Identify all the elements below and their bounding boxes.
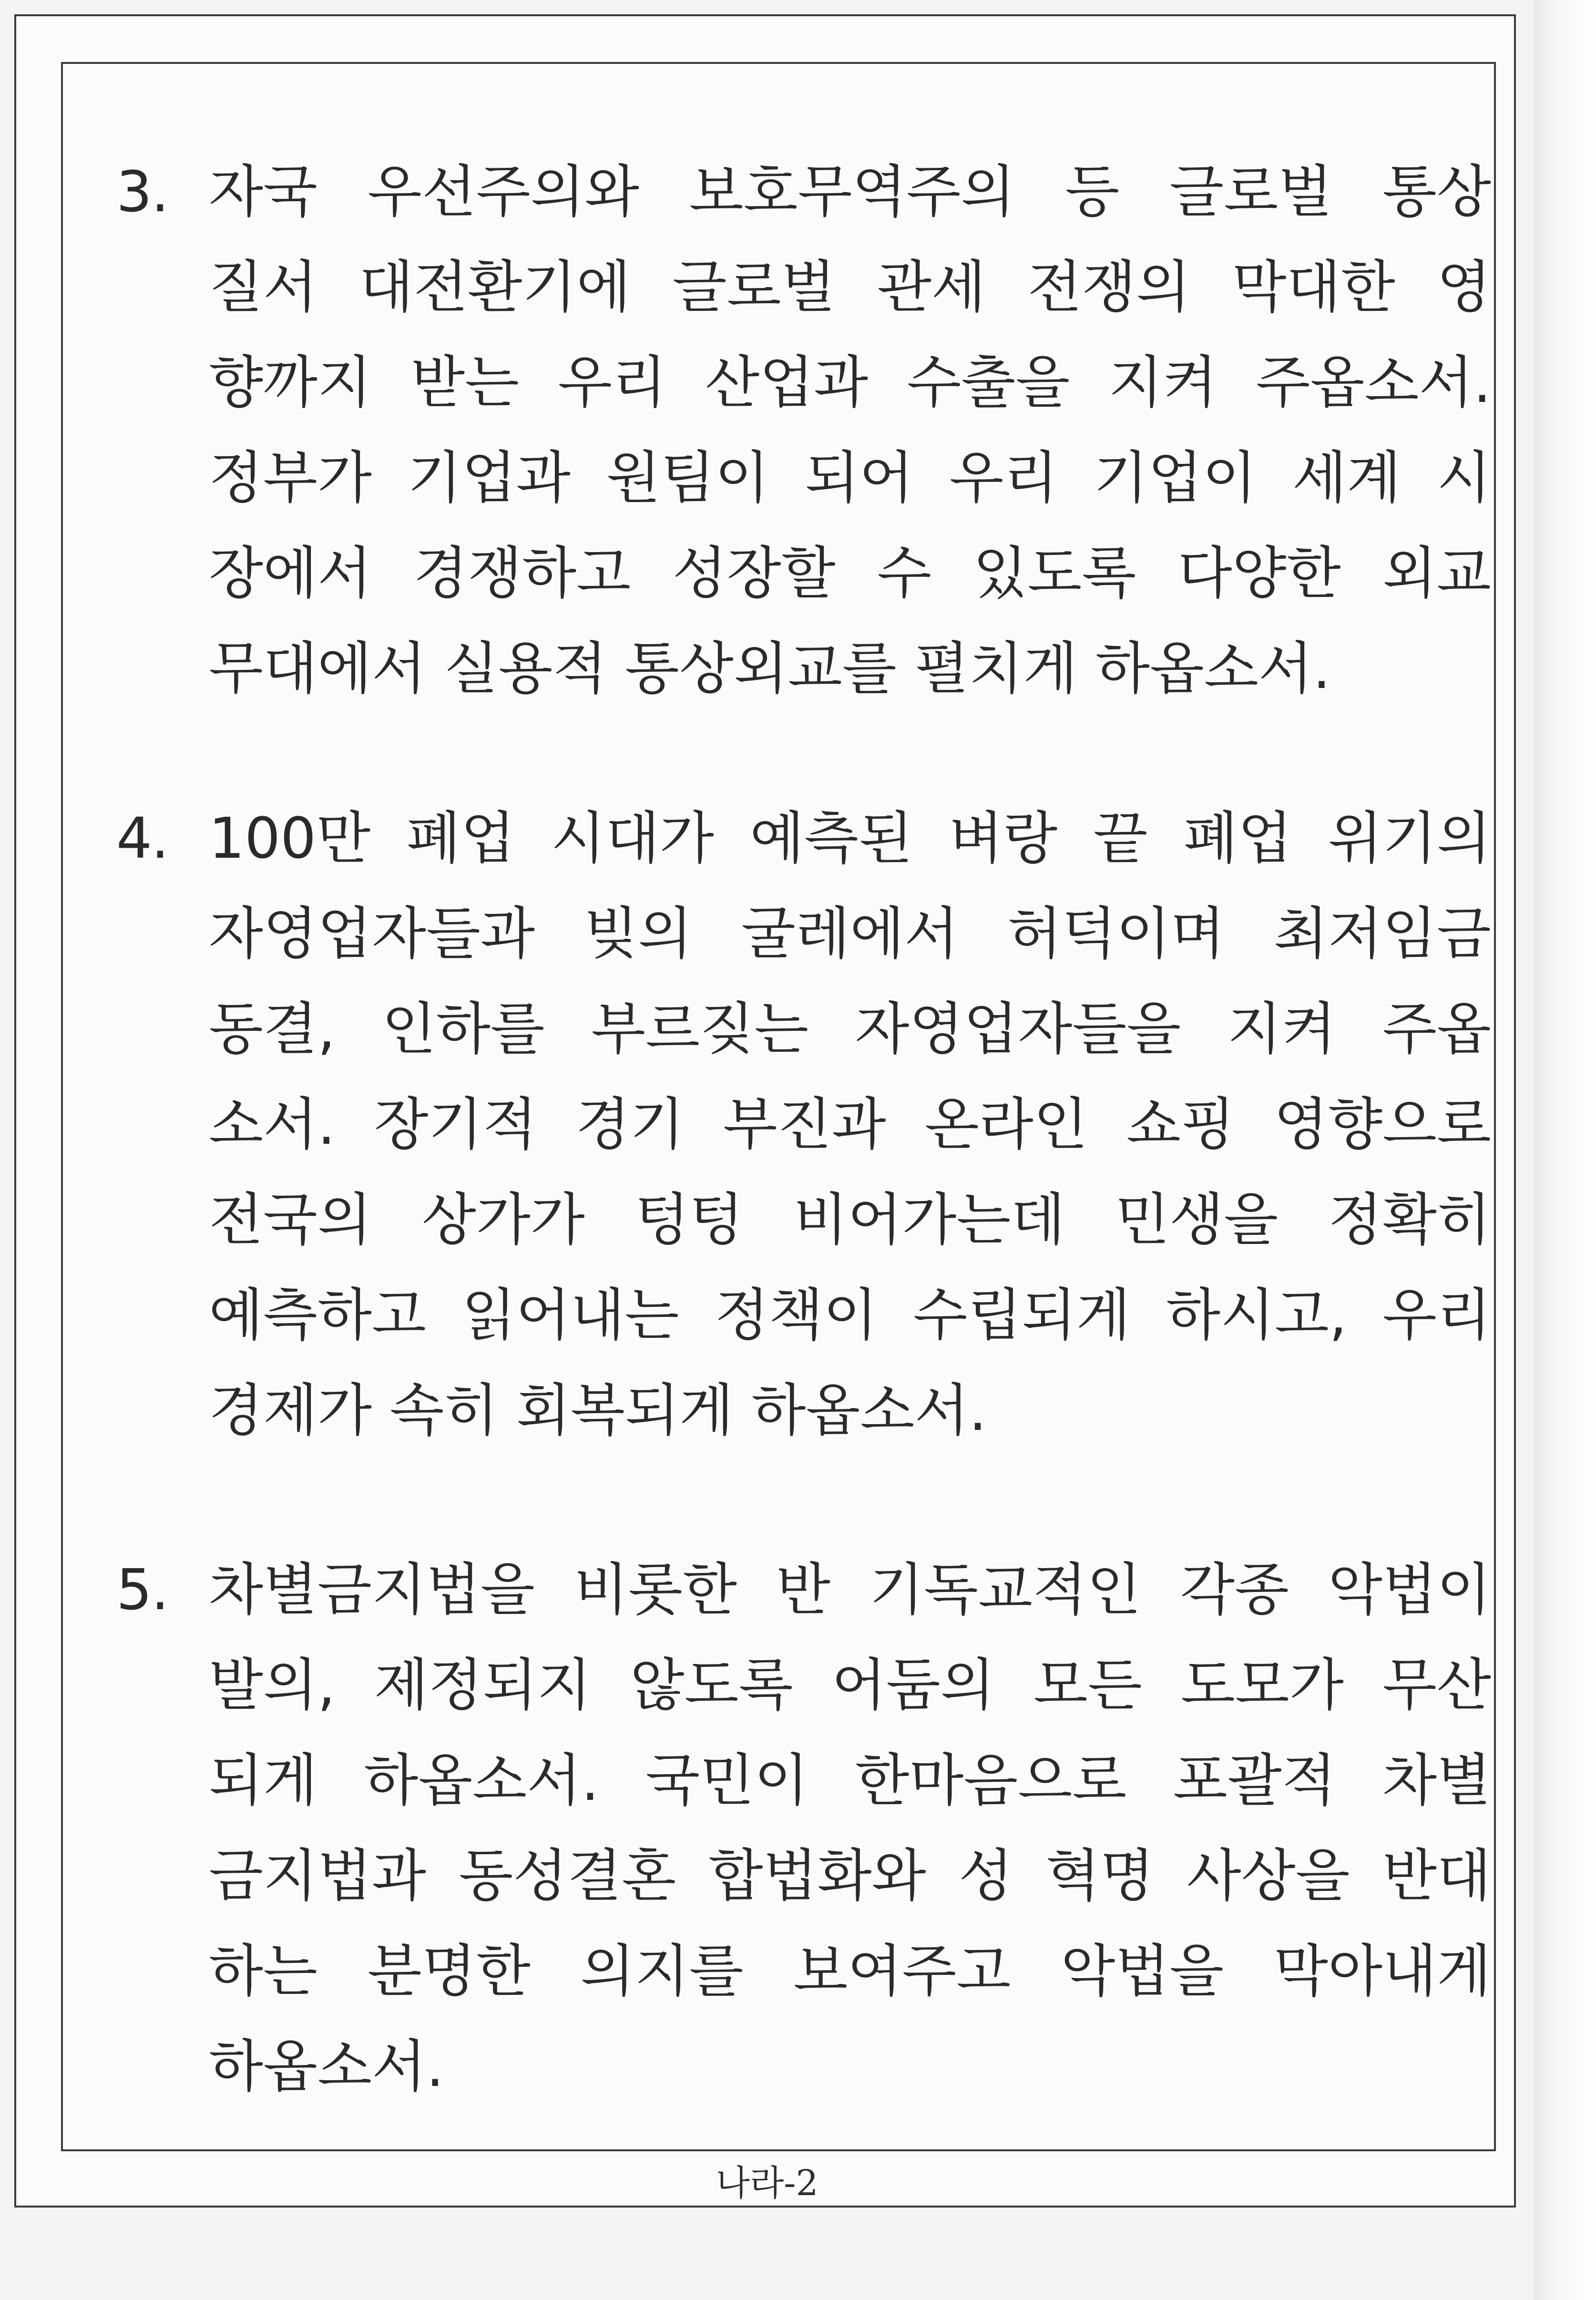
item-line: 자영업자들과 빚의 굴레에서 허덕이며 최저임금	[209, 901, 1491, 966]
item-number: 3.	[116, 159, 168, 225]
item-line: 소서. 장기적 경기 부진과 온라인 쇼핑 영향으로	[209, 1091, 1491, 1157]
item-line: 하는 분명한 의지를 보여주고 악법을 막아내게	[209, 1938, 1491, 2004]
paper-edge	[1534, 0, 1596, 2300]
item-line: 100만 폐업 시대가 예측된 벼랑 끝 폐업 위기의	[209, 805, 1491, 871]
item-line: 장에서 경쟁하고 성장할 수 있도록 다양한 외교	[209, 540, 1491, 606]
item-line: 예측하고 읽어내는 정책이 수립되게 하시고, 우리	[209, 1282, 1491, 1348]
item-line: 동결, 인하를 부르짖는 자영업자들을 지켜 주옵	[209, 996, 1491, 1062]
page-number: 나라-2	[716, 2163, 818, 2204]
item-number: 5.	[116, 1557, 168, 1622]
item-line: 정부가 기업과 원팀이 되어 우리 기업이 세계 시	[209, 445, 1491, 511]
item-line: 발의, 제정되지 않도록 어둠의 모든 도모가 무산	[209, 1652, 1491, 1718]
item-line: 무대에서 실용적 통상외교를 펼치게 하옵소서.	[209, 636, 1331, 701]
document-page	[14, 14, 1516, 2208]
item-line: 차별금지법을 비롯한 반 기독교적인 각종 악법이	[209, 1557, 1491, 1622]
item-line: 자국 우선주의와 보호무역주의 등 글로벌 통상	[209, 159, 1491, 225]
item-line: 금지법과 동성결혼 합법화와 성 혁명 사상을 반대	[209, 1843, 1491, 1909]
item-line: 경제가 속히 회복되게 하옵소서.	[209, 1377, 987, 1443]
item-line: 전국의 상가가 텅텅 비어가는데 민생을 정확히	[209, 1187, 1491, 1253]
item-line: 하옵소서.	[209, 2033, 444, 2099]
page-border-frame	[61, 62, 1496, 2151]
item-number: 4.	[116, 805, 168, 871]
item-line: 향까지 받는 우리 산업과 수출을 지켜 주옵소서.	[209, 349, 1491, 415]
item-line: 되게 하옵소서. 국민이 한마음으로 포괄적 차별	[209, 1747, 1491, 1813]
item-line: 질서 대전환기에 글로벌 관세 전쟁의 막대한 영	[209, 254, 1491, 320]
